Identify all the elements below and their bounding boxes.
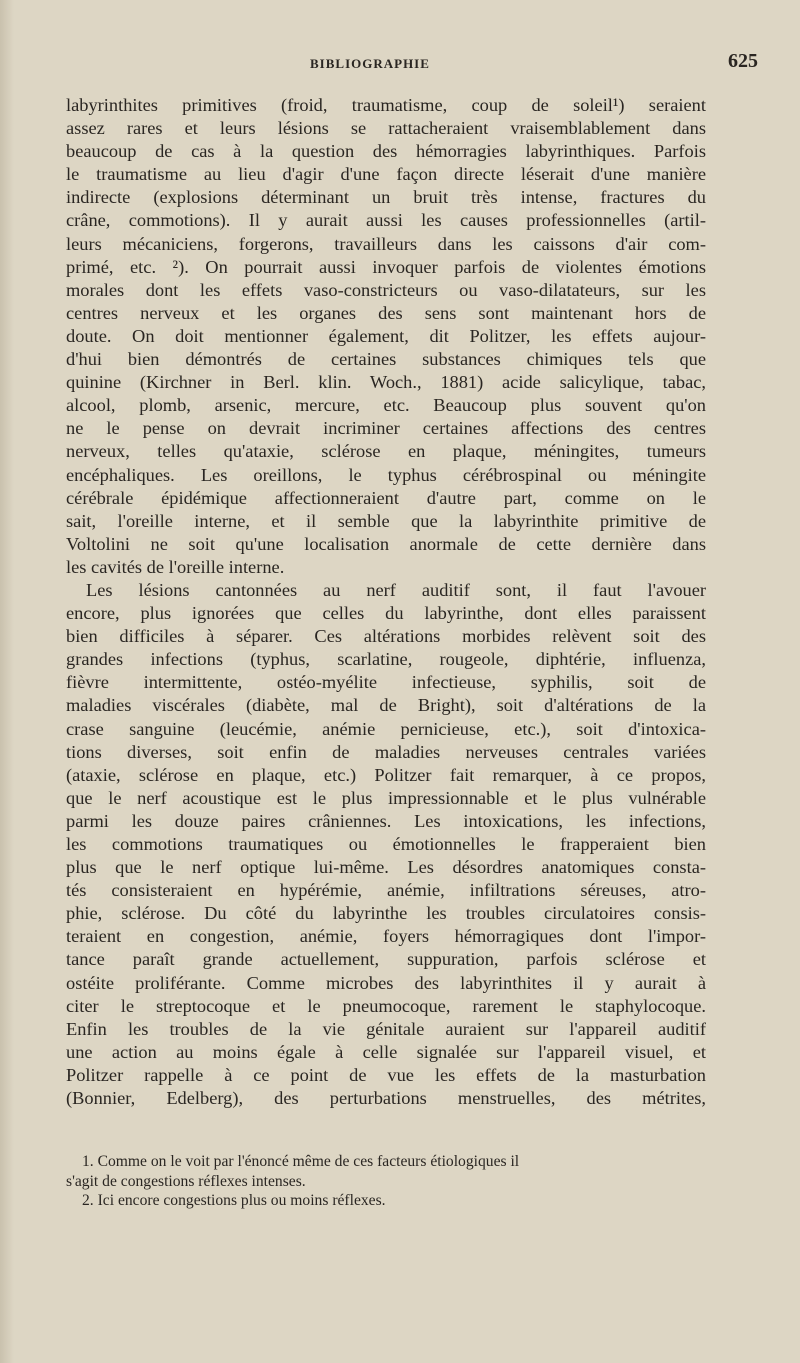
text-line: morales dont les effets vaso-constricteurs ou vaso-dilatateurs, sur les — [66, 279, 706, 300]
text-line: quinine (Kirchner in Berl. klin. Woch., 1881) acide salicylique, tabac, — [66, 372, 706, 393]
text-line: tions diverses, soit enfin de maladies nerveuses centrales variées — [66, 741, 706, 762]
text-line: indirecte (explosions déterminant un bruit très intense, fractures du — [66, 187, 706, 208]
text-line: doute. On doit mentionner également, dit Politzer, les effets aujour- — [66, 325, 706, 346]
text-line: sait, l'oreille interne, et il semble que la labyrinthite primitive de — [66, 510, 706, 531]
text-line: d'hui bien démontrés de certaines substances chimiques tels que — [66, 349, 706, 370]
text-line: centres nerveux et les organes des sens sont maintenant hors de — [66, 302, 706, 323]
text-line: Les lésions cantonnées au nerf auditif sont, il faut l'avouer — [86, 579, 706, 600]
text-line: beaucoup de cas à la question des hémorragies labyrinthiques. Parfois — [66, 141, 706, 162]
text-line: leurs mécaniciens, forgerons, travailleurs dans les caissons d'air com- — [66, 233, 706, 254]
text-line: que le nerf acoustique est le plus impressionnable et le plus vulnérable — [66, 787, 706, 808]
text-line: les cavités de l'oreille interne. — [66, 556, 285, 577]
body-text — [66, 94, 706, 1110]
text-line: une action au moins égale à celle signalée sur l'appareil visuel, et — [66, 1041, 706, 1062]
text-line: ostéite proliférante. Comme microbes des labyrinthites il y aurait à — [66, 972, 706, 993]
text-line: Politzer rappelle à ce point de vue les effets de la masturbation — [66, 1064, 706, 1085]
text-line: maladies viscérales (diabète, mal de Bright), soit d'altérations de la — [66, 695, 706, 716]
text-line: crâne, commotions). Il y aurait aussi les causes professionnelles (artil- — [66, 210, 706, 231]
text-line: assez rares et leurs lésions se rattacheraient vraisemblablement dans — [66, 118, 706, 139]
footnote-2: 2. Ici encore congestions plus ou moins réflexes. — [82, 1192, 386, 1209]
text-line: nerveux, telles qu'ataxie, sclérose en plaque, méningites, tumeurs — [66, 441, 706, 462]
text-line: labyrinthites primitives (froid, traumatisme, coup de soleil¹) seraient — [66, 95, 706, 115]
text-line: crase sanguine (leucémie, anémie pernicieuse, etc.), soit d'intoxica- — [66, 718, 706, 739]
running-title: BIBLIOGRAPHIE — [310, 56, 430, 71]
text-line: le traumatisme au lieu d'agir d'une façon directe léserait d'une manière — [66, 164, 706, 185]
text-line: parmi les douze paires crâniennes. Les intoxications, les infections, — [66, 810, 706, 831]
text-line: Voltolini ne soit qu'une localisation anormale de cette dernière dans — [66, 533, 706, 554]
text-line: tance paraît grande actuellement, suppuration, parfois sclérose et — [66, 949, 706, 970]
text-line: primé, etc. ²). On pourrait aussi invoquer parfois de violentes émotions — [66, 256, 706, 277]
page-header — [0, 50, 800, 74]
page-number: 625 — [728, 50, 758, 72]
text-line: bien difficiles à séparer. Ces altérations morbides relèvent soit des — [66, 626, 706, 647]
text-line: phie, sclérose. Du côté du labyrinthe les troubles circulatoires consis- — [66, 903, 706, 924]
text-line: encéphaliques. Les oreillons, le typhus cérébrospinal ou méningite — [66, 464, 706, 485]
footnote-1-continued: s'agit de congestions réflexes intenses. — [66, 1172, 306, 1190]
text-line: Enfin les troubles de la vie génitale auraient sur l'appareil auditif — [66, 1018, 706, 1039]
text-line: les commotions traumatiques ou émotionnelles le frapperaient bien — [66, 834, 706, 854]
text-line: alcool, plomb, arsenic, mercure, etc. Beaucoup plus souvent qu'on — [66, 395, 706, 416]
text-line: cérébrale épidémique affectionneraient d'autre part, comme on le — [66, 487, 706, 508]
text-line: citer le streptocoque et le pneumocoque, rarement le staphylocoque. — [66, 995, 706, 1016]
page-edge-shadow — [0, 0, 14, 1363]
text-line: teraient en congestion, anémie, foyers hémorragiques dont l'impor- — [66, 926, 706, 947]
text-line: ne le pense on devrait incriminer certaines affections des centres — [66, 418, 706, 439]
text-line: (ataxie, sclérose en plaque, etc.) Politzer fait remarquer, à ce propos, — [66, 764, 706, 785]
text-line: grandes infections (typhus, scarlatine, rougeole, diphtérie, influenza, — [66, 649, 706, 670]
footnotes — [66, 1152, 706, 1211]
text-line: tés consisteraient en hypérémie, anémie, infiltrations séreuses, atro- — [66, 880, 706, 901]
text-line: plus que le nerf optique lui-même. Les désordres anatomiques consta- — [66, 857, 706, 878]
footnote-1: 1. Comme on le voit par l'énoncé même de ces facteurs étiologiques il — [82, 1153, 520, 1170]
text-line: encore, plus ignorées que celles du labyrinthe, dont elles paraissent — [66, 603, 706, 624]
text-line: (Bonnier, Edelberg), des perturbations menstruelles, des métrites, — [66, 1088, 706, 1109]
text-line: fièvre intermittente, ostéo-myélite infectieuse, syphilis, soit de — [66, 672, 706, 693]
